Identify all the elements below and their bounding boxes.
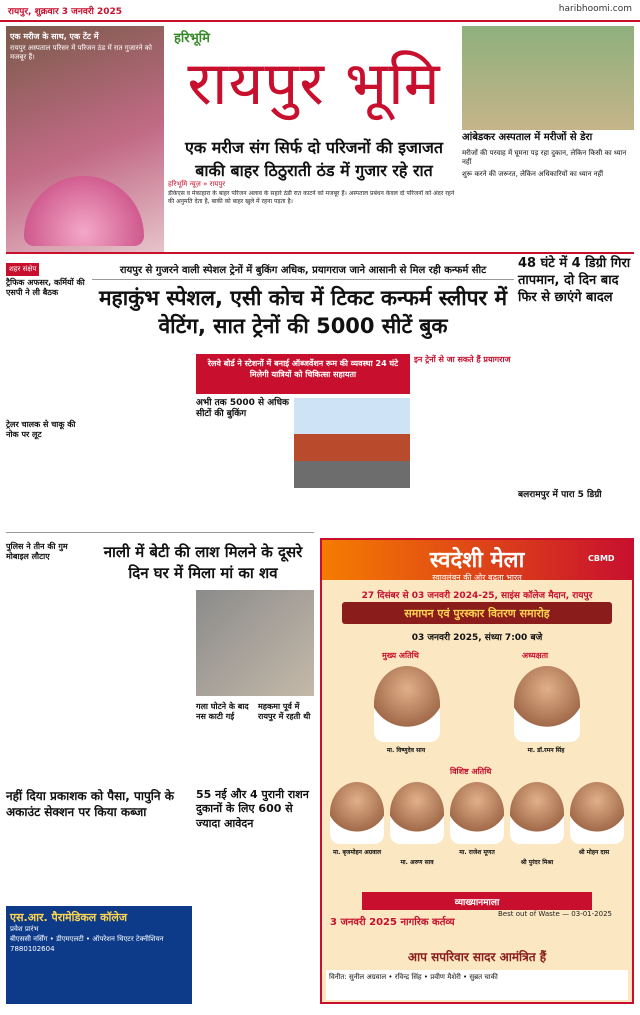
publisher-headline: नहीं दिया प्रकाशक को पैसा, पापुनि के अकाउंट सेक्शन पर किया कब्जा <box>6 789 174 820</box>
brief-headline: ट्रैफिक अफसर, कर्मियों की एसपी ने ली बैठक <box>6 278 85 297</box>
right-lead <box>462 132 634 182</box>
brand-logo: हरिभूमि <box>174 31 210 46</box>
college-ad-line1: प्रवेश प्रारंभ <box>10 925 39 934</box>
guest-photo <box>330 782 384 844</box>
section-title: रायपुर भूमि <box>187 49 441 119</box>
brief-headline: पुलिस ने तीन की गुम मोबाइल लौटाए <box>6 542 68 561</box>
brief-headline: ट्रेलर चालक से चाकू की नोक पर लूट <box>6 420 76 439</box>
photo-left-title: एक मरीज के साथ, एक टेंट में <box>10 32 99 41</box>
chief-guest-photo <box>374 666 440 742</box>
right-lead-headline: आंबेडकर अस्पताल में मरीजों से डेरा <box>462 132 593 143</box>
guest-name: मा. अरुण साव <box>400 859 434 866</box>
ad-invite: आप सपरिवार सादर आमंत्रित हैं <box>407 950 547 964</box>
president-photo <box>514 666 580 742</box>
college-ad-title: एस.आर. पैरामेडिकल कॉलेज <box>10 911 128 924</box>
trains-list-headline: इन ट्रेनों से जा सकते हैं प्रयागराज <box>414 355 511 364</box>
lead-byline: हरिभूमि न्यूज़ » रायपुर <box>168 180 226 188</box>
crime-headline: नाली में बेटी की लाश मिलने के दूसरे दिन घर में मिला मां का शव <box>103 543 303 582</box>
list-item: मरीजों की परवाह में घूमना पड़ रहा दुकान, लेकिन किसी का ध्यान नहीं <box>462 148 627 166</box>
ad-ceremony: समापन एवं पुरस्कार वितरण समारोह <box>342 602 612 624</box>
rail-strap: रायपुर से गुजरने वाली स्पेशल ट्रेनों में बुकिंग अधिक, प्रयागराज जाने आसानी से मिल रही कन्फर्म सीट <box>92 256 514 280</box>
train-box <box>196 398 292 421</box>
guest-photo <box>510 782 564 844</box>
list-item: शुरू करने की जरूरत, लेकिन अधिकारियों का ध्यान नहीं <box>462 169 604 178</box>
brief-body <box>6 442 88 542</box>
guest-name: श्री पुरंदर मिश्रा <box>520 859 554 866</box>
photo-right <box>462 26 634 130</box>
crime-side-2-headline: महकमा पूर्व में रायपुर में रहती थी <box>258 702 311 721</box>
ad-time: 03 जनवरी 2025, संध्या 7:00 बजे <box>411 633 543 643</box>
lecture-label: व्याख्यानमाला <box>362 892 592 910</box>
rail-redband: रेलवे बोर्ड ने स्टेशनों में बनाई ऑब्जर्वेशन रूम की व्यवस्था 24 घंटे मिलेगी यात्रियों को चिकित्सा सहायता <box>196 354 410 394</box>
weather-story <box>518 256 634 500</box>
rail-headline: महाकुंभ स्पेशल, एसी कोच में टिकट कन्फर्म स्लीपर में वेटिंग, सात ट्रेनों की 5000 सीटें बुक <box>98 286 508 339</box>
site-link[interactable]: haribhoomi.com <box>558 4 632 14</box>
best-out-of-waste: Best out of Waste — 03-01-2025 <box>498 910 612 918</box>
masthead <box>168 26 460 132</box>
guest-photo <box>390 782 444 844</box>
photo-left-text: रायपुर अस्पताल परिसर में परिजन ठंड में रात गुजारने को मजबूर हैं। <box>10 44 152 62</box>
chief-guest-name: मा. विष्णुदेव साय <box>386 747 426 754</box>
train-box-headline: अभी तक 5000 से अधिक सीटों की बुकिंग <box>196 398 289 420</box>
brief-tag: शहर संक्षेप <box>6 263 39 276</box>
crime-photo <box>196 590 314 696</box>
guest-name: श्री मोहन दास <box>578 849 610 856</box>
ad-sponsors: विनीत: सुनील अग्रवाल • रविन्द्र सिंह • प्रवीण मैशेरी • सुब्रत चाकी <box>326 970 628 1000</box>
president-label: अध्यक्षता <box>522 651 549 660</box>
guest-name: मा. राजेश मूणत <box>459 849 495 856</box>
edition-date: रायपुर, शुक्रवार 3 जनवरी 2025 <box>8 7 123 17</box>
crime-side-1 <box>196 702 254 722</box>
trains-list <box>414 354 514 365</box>
left-column <box>6 256 88 562</box>
right-lead-points <box>462 149 634 179</box>
photo-left <box>6 26 164 254</box>
lecture-topic: 3 जनवरी 2025 नागरिक कर्तव्य <box>330 917 455 928</box>
crime-side-1-headline: गला घोटने के बाद नस काटी गई <box>196 702 249 721</box>
president-name: मा. डॉ.रमन सिंह <box>527 747 565 754</box>
ad-organizer: CBMD <box>588 554 615 563</box>
lead-body: डीकेएस व मेकाहारा के बाहर परिजन अलाव के सहारे ठंडी रात काटने को मजबूर हैं। अस्पताल प्रबंधन केवल दो परिजनों को अंदर रहने की अनुमति देता है, बाकी को बाहर खुले में रहना पड़ता है। <box>168 190 455 206</box>
guest-name: मा. बृजमोहन अग्रवाल <box>332 849 382 856</box>
weather-sub: बलरामपुर में पारा 5 डिग्री <box>518 489 602 500</box>
college-ad-line2: बीएससी नर्सिंग • डीएमएलटी • ऑपरेशन थिएटर टेक्नीशियन <box>10 935 164 944</box>
lead-headline: एक मरीज संग सिर्फ दो परिजनों की इजाजत बाकी बाहर ठिठुराती ठंड में गुजार रहे रात <box>185 138 443 181</box>
train-image <box>294 398 410 488</box>
guest-photo <box>570 782 624 844</box>
swadeshi-mela-ad <box>320 538 634 1004</box>
top-bar <box>0 0 640 22</box>
section-divider <box>6 252 634 254</box>
ad-dates: 27 दिसंबर से 03 जनवरी 2024-25, साइंस कॉलेज मैदान, रायपुर <box>361 591 593 601</box>
ad-title: स्वदेशी मेला <box>429 547 525 573</box>
college-ad <box>6 906 192 1004</box>
chief-guest-label: मुख्य अतिथि <box>382 651 419 660</box>
umbrella-image <box>24 176 144 246</box>
brief-body <box>6 300 88 420</box>
crime-side-2 <box>258 702 316 722</box>
college-ad-phone: 7880102604 <box>10 944 55 953</box>
weather-headline: 48 घंटे में 4 डिग्री गिरा तापमान, दो दिन बाद फिर से छाएंगे बादल <box>518 256 631 305</box>
ration-headline: 55 नई और 4 पुरानी राशन दुकानों के लिए 600 से ज्यादा आवेदन <box>196 788 309 830</box>
photo-left-caption <box>10 32 160 63</box>
section-divider <box>6 532 314 533</box>
special-guests-label: विशिष्ट अतिथि <box>450 767 492 776</box>
guest-photo <box>450 782 504 844</box>
ad-subtitle: स्वावलंबन की ओर बढ़ता भारत <box>432 573 522 582</box>
